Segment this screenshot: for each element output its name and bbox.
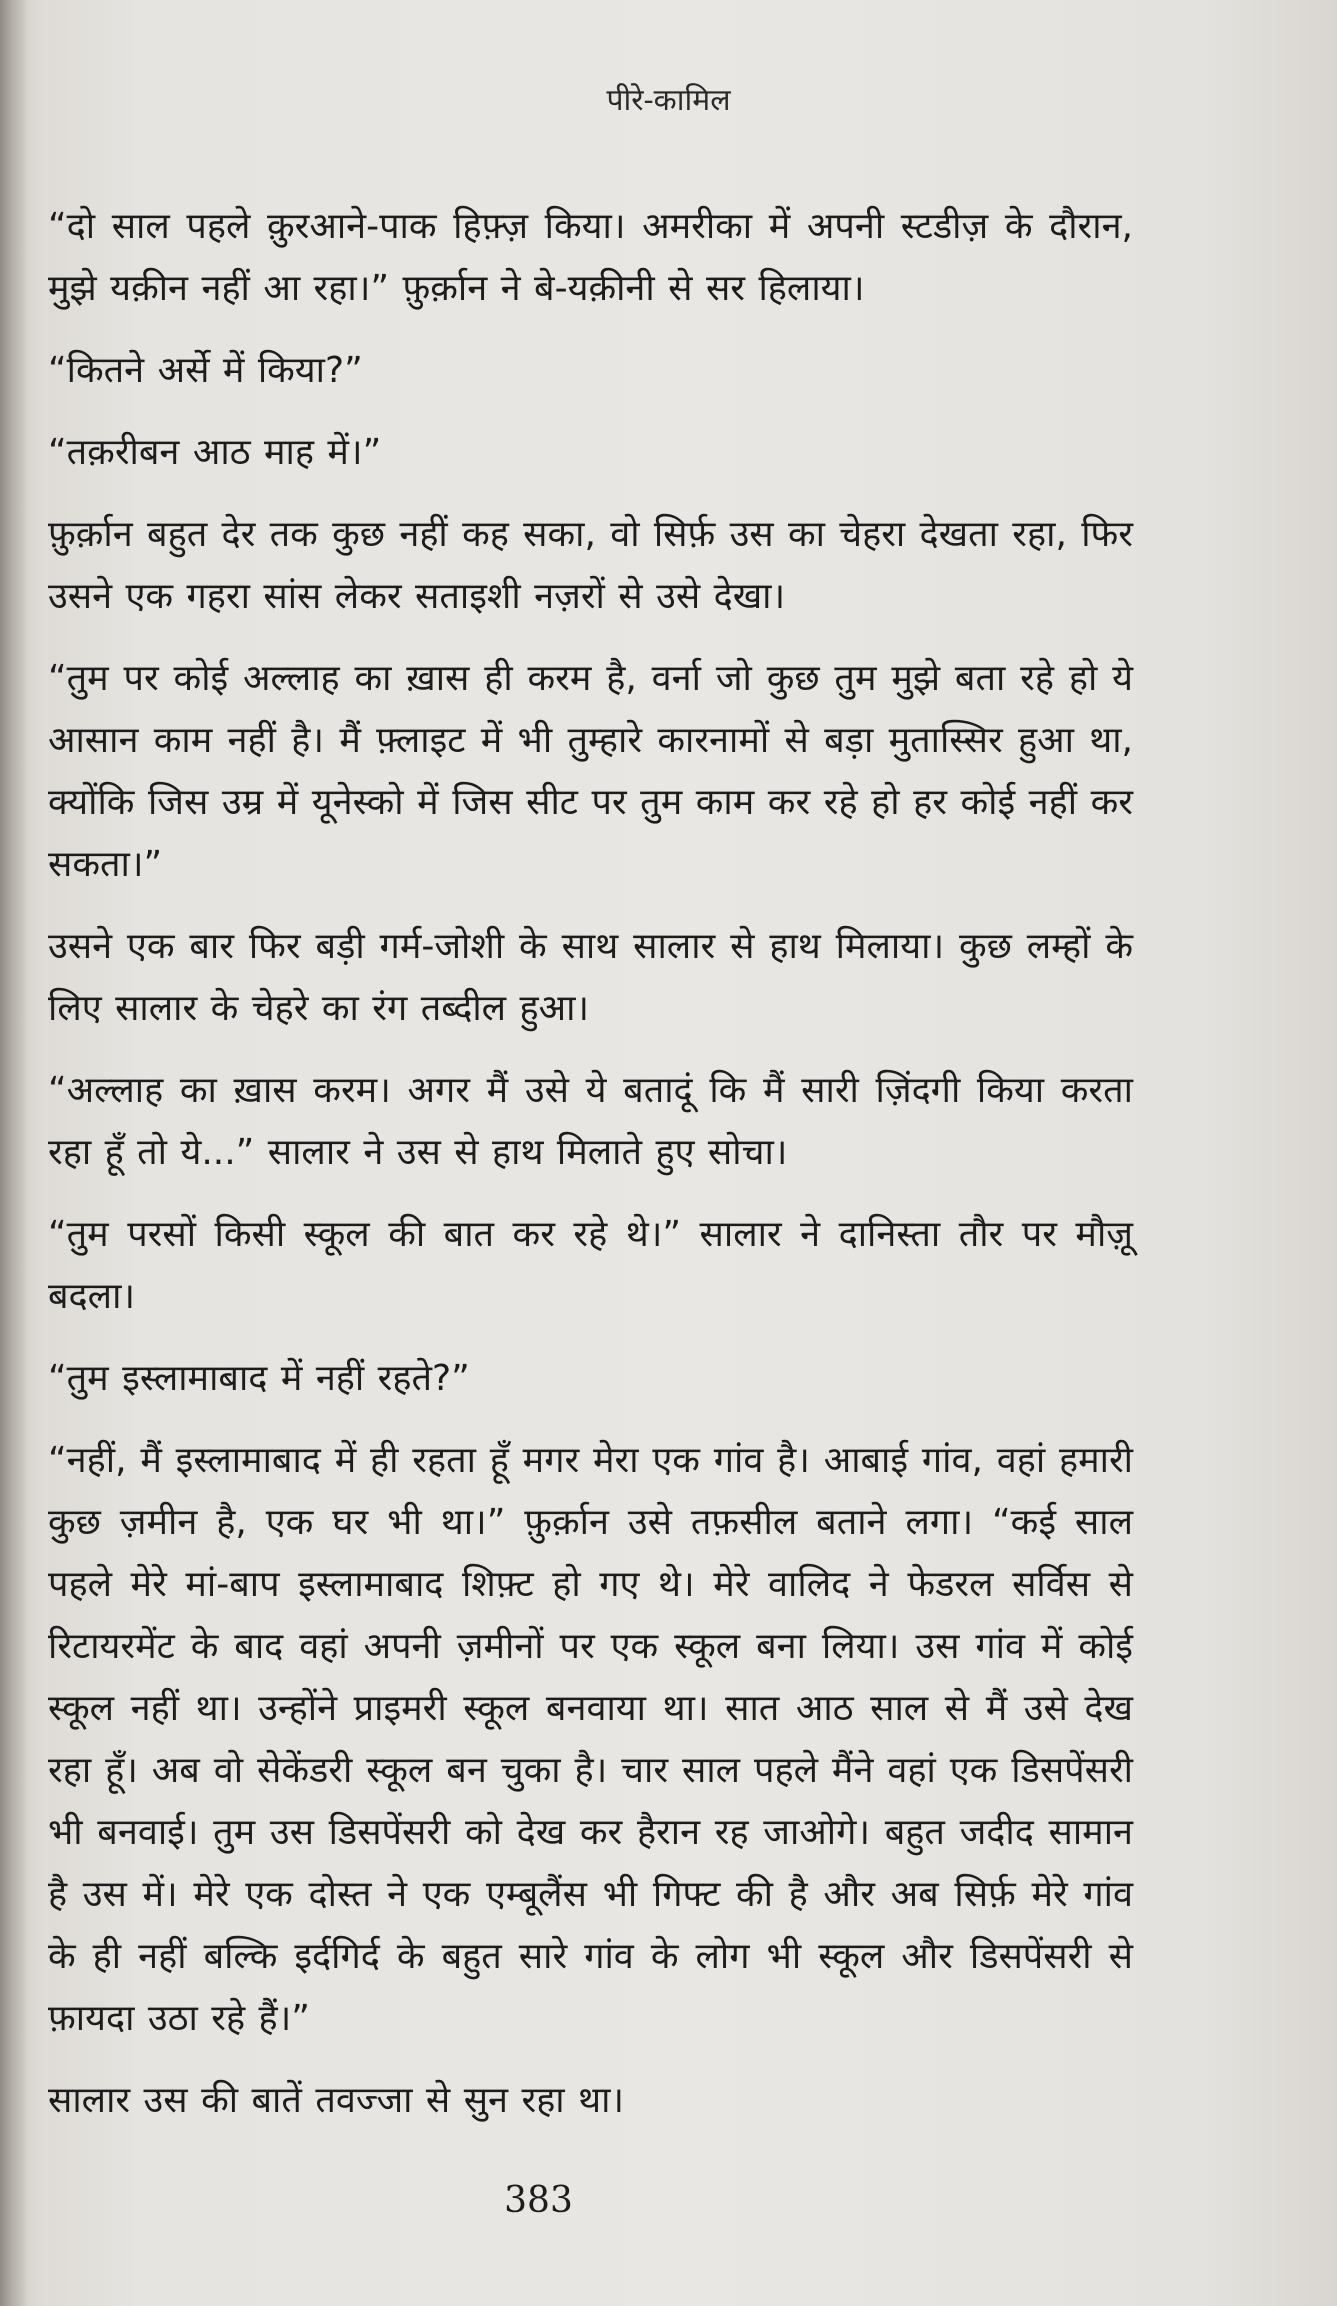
paragraph: फ़ुर्क़ान बहुत देर तक कुछ नहीं कह सका, वो सिर्फ़ उस का चेहरा देखता रहा, फिर उसने एक गहरा सांस लेकर सताइशी नज़रों से उसे देखा। — [48, 514, 1133, 617]
paragraph: “दो साल पहले क़ुरआने-पाक हिफ़्ज़ किया। अमरीका में अपनी स्टडीज़ के दौरान, मुझे यक़ीन नहीं आ रहा।” फ़ुर्क़ान ने बे-यक़ीनी से सर हिलाया। — [48, 206, 1133, 309]
page-gutter-shadow — [0, 0, 28, 2306]
page-number: 383 — [504, 2180, 573, 2221]
running-header: पीरे-कामिल — [606, 83, 731, 118]
paragraph: “तुम इस्लामाबाद में नहीं रहते?” — [48, 1358, 470, 1399]
paragraph: “कितने अर्से में किया?” — [48, 350, 363, 391]
paragraph: उसने एक बार फिर बड़ी गर्म-जोशी के साथ सालार से हाथ मिलाया। कुछ लम्हों के लिए सालार के चेहरे का रंग तब्दील हुआ। — [48, 926, 1133, 1029]
paragraph: सालार उस की बातें तवज्जा से सुन रहा था। — [48, 2080, 625, 2121]
paragraph: “तक़रीबन आठ माह में।” — [48, 432, 382, 473]
paragraph: “अल्लाह का ख़ास करम। अगर मैं उसे ये बतादूं कि मैं सारी ज़िंदगी किया करता रहा हूँ तो ये...” सालार ने उस से हाथ मिलाते हुए सोचा। — [48, 1070, 1133, 1173]
body-text — [48, 196, 1133, 2152]
paragraph: “तुम पर कोई अल्लाह का ख़ास ही करम है, वर्ना जो कुछ तुम मुझे बता रहे हो ये आसान काम नहीं है। मैं फ़्लाइट में भी तुम्हारे कारनामों से बड़ा मुतास्सिर हुआ था, क्योंकि जिस उम्र में यूनेस्को में जिस सीट पर तुम काम कर रहे हो हर कोई नहीं कर सकता।” — [48, 658, 1133, 885]
paragraph: “तुम परसों किसी स्कूल की बात कर रहे थे।” सालार ने दानिस्ता तौर पर मौज़ू बदला। — [48, 1214, 1133, 1317]
paragraph: “नहीं, मैं इस्लामाबाद में ही रहता हूँ मगर मेरा एक गांव है। आबाई गांव, वहां हमारी कुछ ज़मीन है, एक घर भी था।” फ़ुर्क़ान उसे तफ़सील बताने लगा। “कई साल पहले मेरे मां-बाप इस्लामाबाद शिफ़्ट हो गए थे। मेरे वालिद ने फेडरल सर्विस से रिटायरमेंट के बाद वहां अपनी ज़मीनों पर एक स्कूल बना लिया। उस गांव में कोई स्कूल नहीं था। उन्होंने प्राइमरी स्कूल बनवाया था। सात आठ साल से मैं उसे देख रहा हूँ। अब वो सेकेंडरी स्कूल बन चुका है। चार साल पहले मैंने वहां एक डिसपेंसरी भी बनवाई। तुम उस डिसपेंसरी को देख कर हैरान रह जाओगे। बहुत जदीद सामान है उस में। मेरे एक दोस्त ने एक एम्बूलैंस भी गिफ्ट की है और अब सिर्फ़ मेरे गांव के ही नहीं बल्कि इर्दगिर्द के बहुत सारे गांव के लोग भी स्कूल और डिसपेंसरी से फ़ायदा उठा रहे हैं।” — [48, 1440, 1133, 2039]
